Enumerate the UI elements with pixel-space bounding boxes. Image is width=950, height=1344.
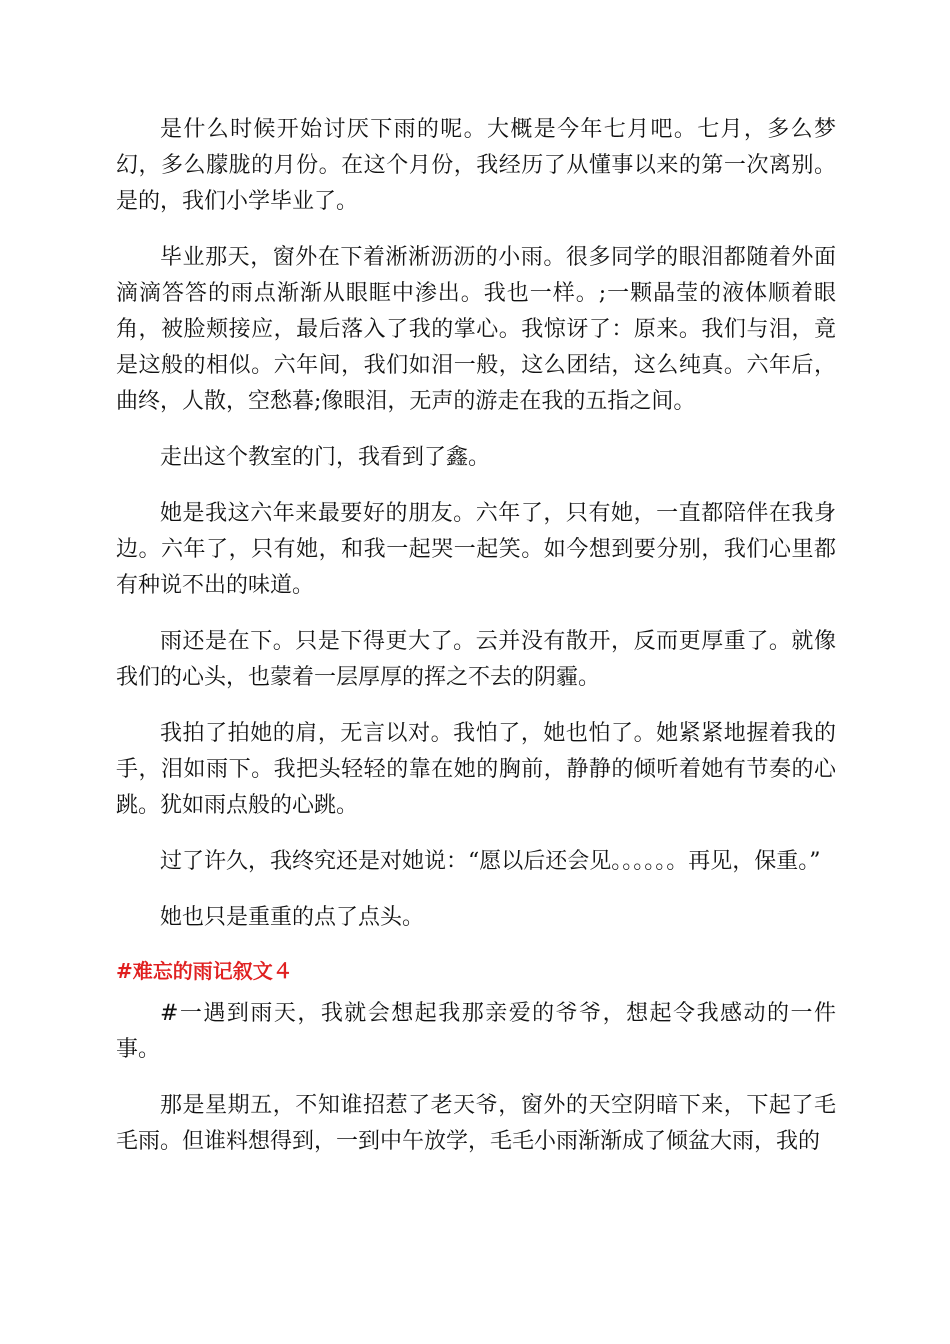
paragraph: 那是星期五，不知谁招惹了老天爷，窗外的天空阴暗下来，下起了毛毛雨。但谁料想得到，一到中午放学，毛毛小雨渐渐成了倾盆大雨，我的 (116, 1093, 836, 1154)
paragraph: 雨还是在下。只是下得更大了。云并没有散开，反而更厚重了。就像我们的心头，也蒙着一层厚厚的挥之不去的阴霾。 (116, 629, 836, 690)
paragraph: 过了许久，我终究还是对她说：“愿以后还会见。。。。。。再见，保重。” (160, 849, 821, 874)
paragraph: 是什么时候开始讨厌下雨的呢。大概是今年七月吧。七月，多么梦幻，多么朦胧的月份。在这个月份，我经历了从懂事以来的第一次离别。是的，我们小学毕业了。 (116, 117, 836, 214)
paragraph: #一遇到雨天，我就会想起我那亲爱的爷爷，想起令我感动的一件事。 (116, 1001, 836, 1062)
document-page (116, 112, 836, 1180)
section-heading: #难忘的雨记叙文４ (116, 959, 293, 983)
paragraph: 毕业那天，窗外在下着淅淅沥沥的小雨。很多同学的眼泪都随着外面滴滴答答的雨点渐渐从眼眶中渗出。我也一样。;一颗晶莹的液体顺着眼角，被脸颊接应，最后落入了我的掌心。我惊讶了：原来。我们与泪，竟是这般的相似。六年间，我们如泪一般，这么团结，这么纯真。六年后，曲终，人散，空愁暮;像眼泪，无声的游走在我的五指之间。 (116, 245, 836, 414)
paragraph: 她是我这六年来最要好的朋友。六年了，只有她，一直都陪伴在我身边。六年了，只有她，和我一起哭一起笑。如今想到要分别，我们心里都有种说不出的味道。 (116, 501, 836, 598)
paragraph: 我拍了拍她的肩，无言以对。我怕了，她也怕了。她紧紧地握着我的手，泪如雨下。我把头轻轻的靠在她的胸前，静静的倾听着她有节奏的心跳。犹如雨点般的心跳。 (116, 721, 836, 818)
paragraph: 她也只是重重的点了点头。 (160, 905, 425, 930)
paragraph: 走出这个教室的门，我看到了鑫。 (160, 445, 491, 470)
